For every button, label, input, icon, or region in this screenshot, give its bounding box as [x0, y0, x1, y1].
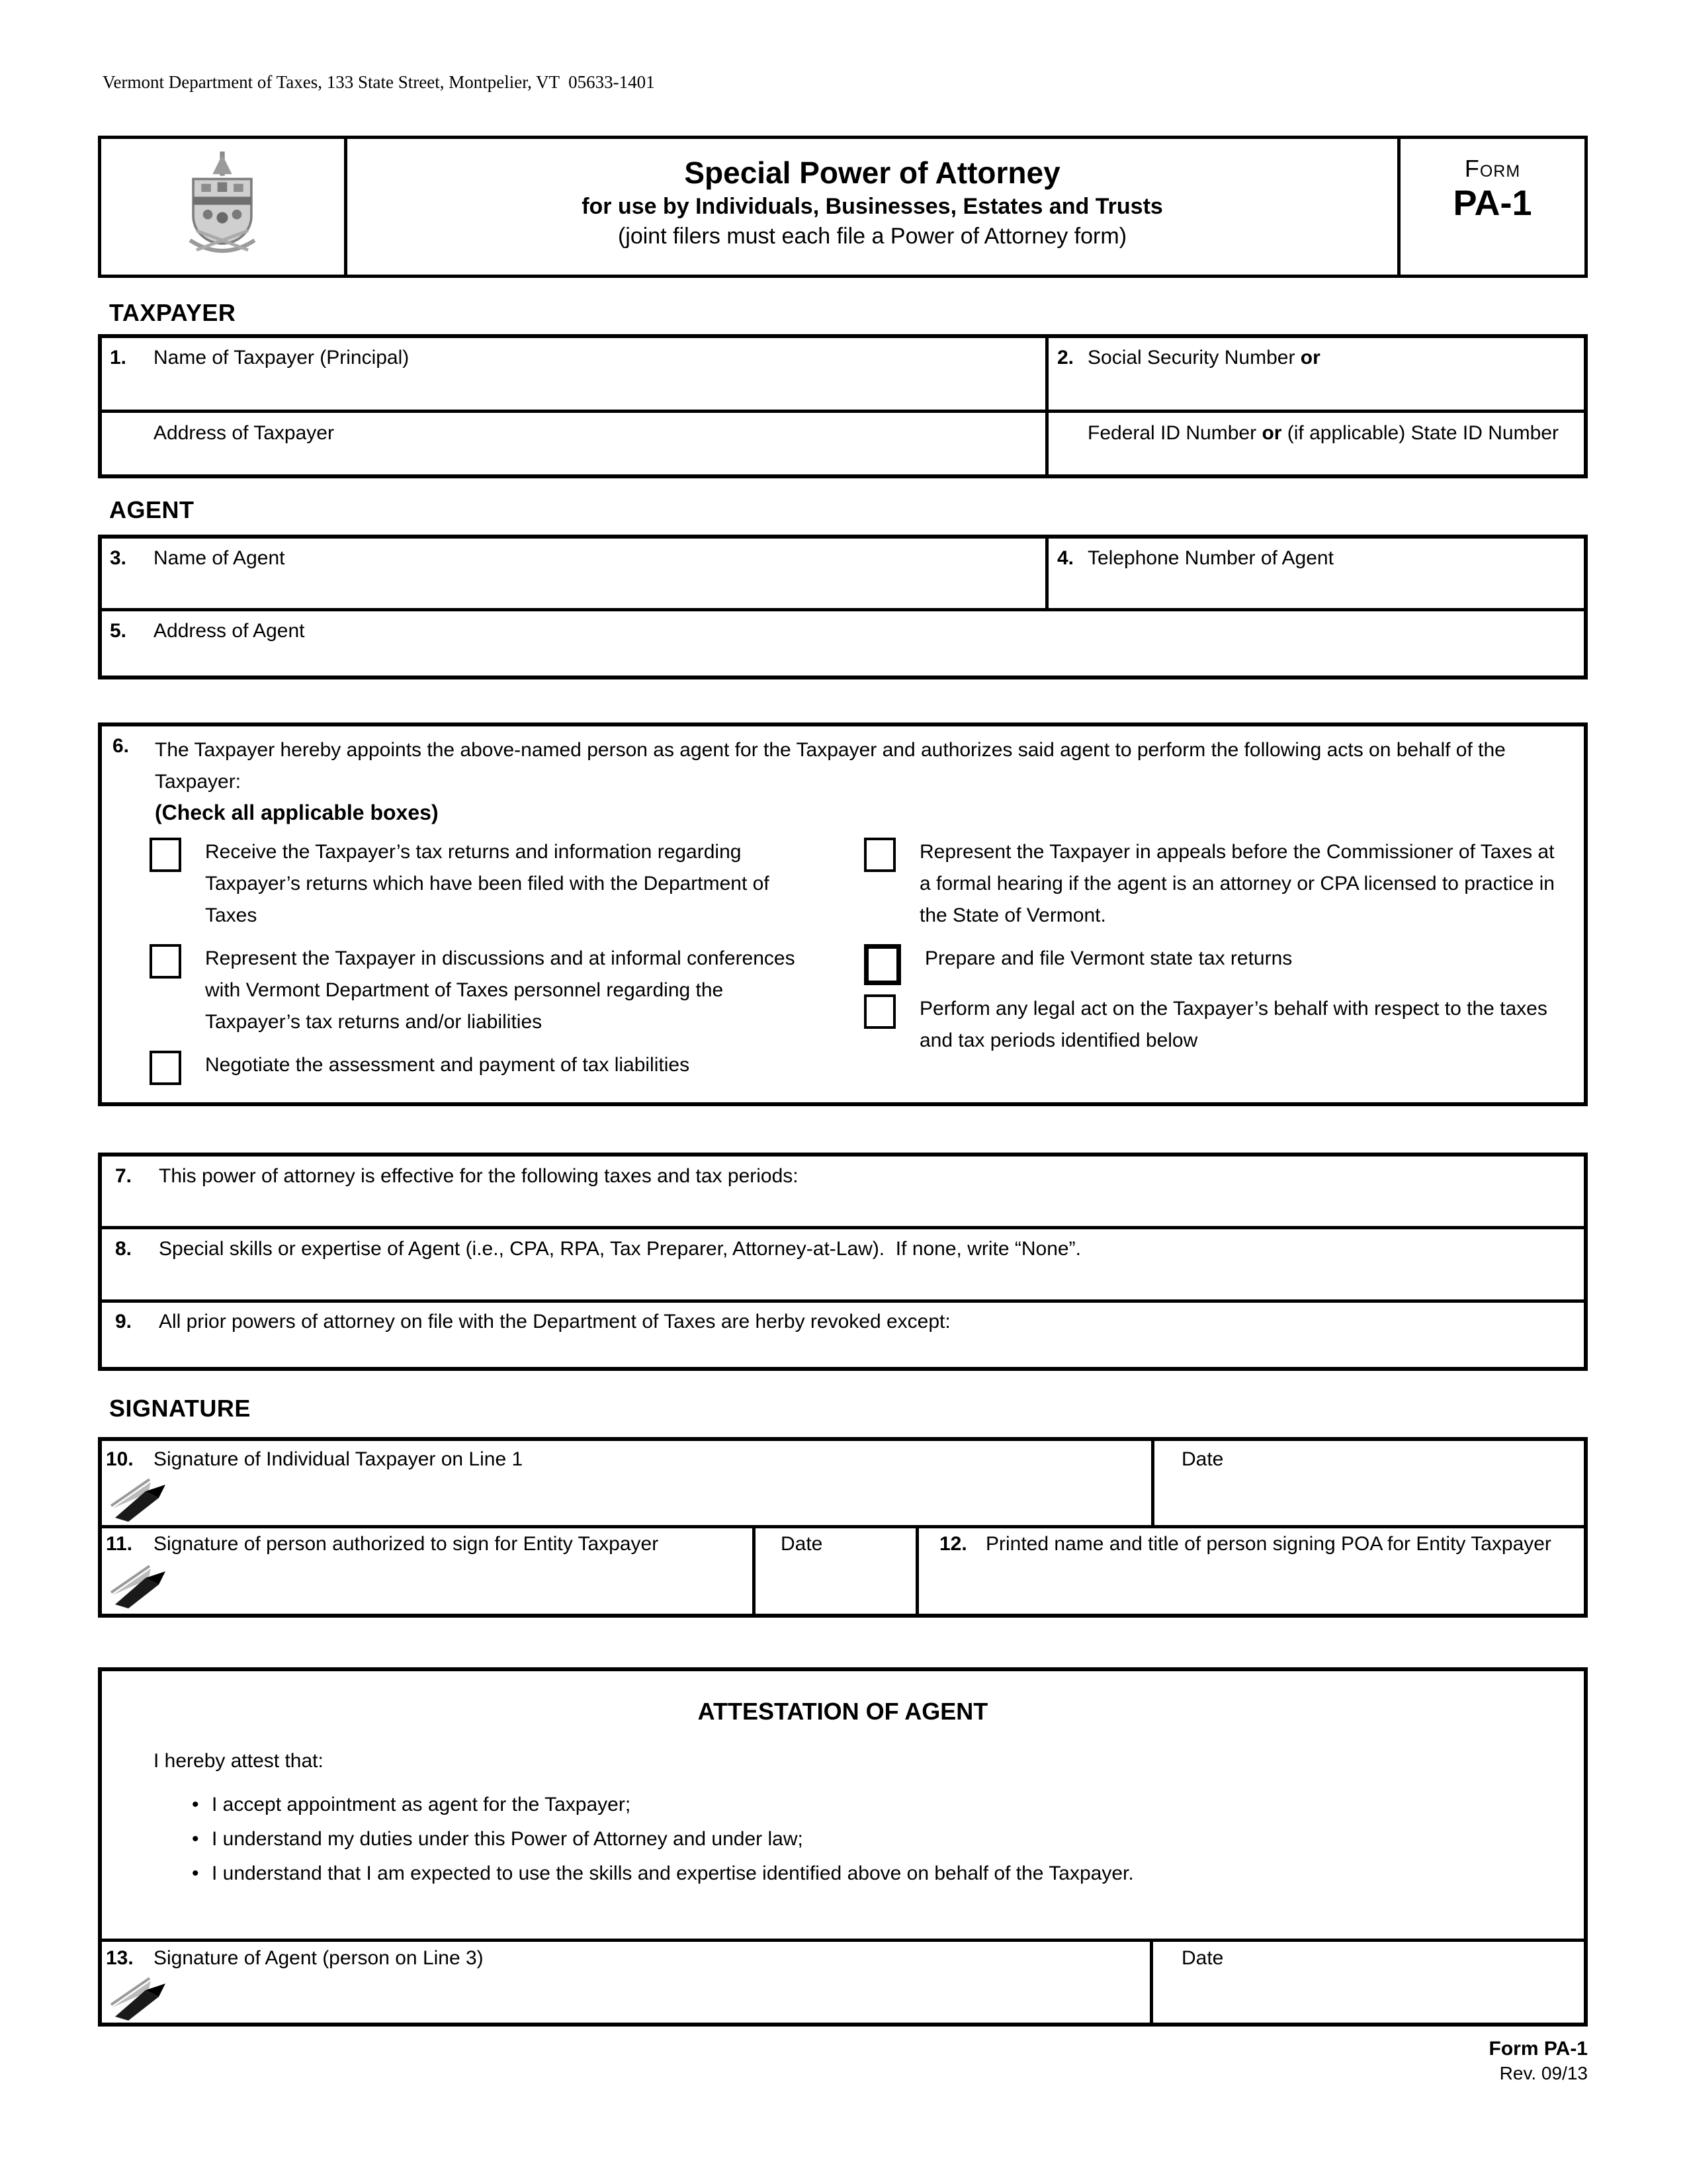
date-label-row13: Date	[1182, 1947, 1224, 1969]
special-skills-input[interactable]	[108, 1265, 1577, 1294]
revocation-exceptions-input[interactable]	[108, 1338, 1577, 1364]
date-row11-input[interactable]	[760, 1560, 909, 1612]
agent-phone-input[interactable]	[1055, 573, 1577, 605]
agent-col-divider	[1045, 539, 1049, 608]
pen-icon	[110, 1475, 173, 1523]
auth-item-label: Negotiate the assessment and payment of tax liabilities	[205, 1054, 690, 1076]
checkbox-perform-legal-act[interactable]	[864, 994, 896, 1029]
taxpayer-name-input[interactable]	[108, 372, 1035, 406]
field-10-label: Signature of Individual Taxpayer on Line 1	[153, 1448, 523, 1470]
date-label-row10: Date	[1182, 1448, 1224, 1470]
signature-row-divider	[102, 1525, 1584, 1528]
field-3-label: Name of Agent	[153, 547, 285, 569]
field-4-label: Telephone Number of Agent	[1088, 547, 1334, 569]
date-divider-row10	[1151, 1441, 1154, 1525]
bullet-icon: •	[192, 1794, 199, 1815]
auth-item-negotiate	[150, 1049, 818, 1085]
authorization-box	[98, 722, 1588, 1106]
date-label-row11: Date	[781, 1533, 823, 1555]
checkbox-represent-discussions[interactable]	[150, 944, 181, 979]
form-title-block	[347, 153, 1397, 251]
field-7-label: This power of attorney is effective for the following taxes and tax periods:	[159, 1165, 799, 1187]
check-all-instruction: (Check all applicable boxes)	[155, 801, 439, 824]
printed-name-title-input[interactable]	[926, 1560, 1577, 1612]
taxpayer-row-divider	[102, 410, 1584, 413]
auth-item-represent-appeals	[864, 836, 1565, 932]
checkbox-negotiate[interactable]	[150, 1051, 181, 1085]
taxpayer-section-heading: TAXPAYER	[109, 299, 236, 326]
field-5-label: Address of Agent	[153, 620, 305, 642]
taxpayer-address-label: Address of Taxpayer	[153, 422, 334, 444]
field-2-number: 2.	[1057, 347, 1074, 369]
auth-item-perform-legal-act	[864, 993, 1565, 1057]
auth-item-represent-discussions	[150, 943, 818, 1038]
footer-block	[1489, 2036, 1588, 2085]
field-11-label: Signature of person authorized to sign for Entity Taxpayer	[153, 1533, 659, 1555]
field-12-number: 12.	[939, 1533, 967, 1555]
form-number-label: PA-1	[1453, 183, 1532, 223]
signature-table	[98, 1437, 1588, 1618]
checkbox-receive-returns[interactable]	[150, 838, 181, 872]
date-row13-input[interactable]	[1159, 1972, 1576, 2020]
attestation-bullet: • I accept appointment as agent for the Taxpayer;	[192, 1788, 1134, 1822]
field-5-number: 5.	[110, 620, 127, 642]
department-address-line: Vermont Department of Taxes, 133 State Street, Montpelier, VT 05633-1401	[103, 72, 655, 92]
agent-row-divider	[102, 608, 1584, 611]
attestation-intro: I hereby attest that:	[153, 1750, 324, 1772]
auth-item-label: Perform any legal act on the Taxpayer’s behalf with respect to the taxes and tax periods identified below	[920, 998, 1547, 1051]
vermont-state-seal-icon	[182, 150, 263, 263]
field-1-label: Name of Taxpayer (Principal)	[153, 347, 410, 369]
auth-item-label: Represent the Taxpayer in appeals before the Commissioner of Taxes at a formal hearing if the agent is an attorney or CPA licensed to practice in the State of Vermont.	[920, 841, 1555, 926]
field-6-number: 6.	[112, 735, 130, 757]
pen-icon	[110, 1974, 173, 2022]
attestation-box	[98, 1667, 1588, 2027]
federal-id-label: Federal ID Number or (if applicable) State ID Number	[1088, 422, 1559, 444]
field-2-label: Social Security Number or	[1088, 347, 1320, 369]
taxpayer-table	[98, 334, 1588, 478]
auth-item-receive-returns	[150, 836, 818, 932]
field-12-label: Printed name and title of person signing POA for Entity Taxpayer	[986, 1533, 1551, 1555]
agent-signature-input[interactable]	[175, 1972, 1141, 2020]
auth-item-label: Represent the Taxpayer in discussions and at informal conferences with Vermont Department of Taxes personnel regarding the Taxpayer’s tax returns and/or liabilities	[205, 947, 795, 1033]
form-word-label: Form	[1464, 155, 1521, 182]
field-1-number: 1.	[110, 347, 127, 369]
authorization-intro: The Taxpayer hereby appoints the above-named person as agent for the Taxpayer and authorizes said agent to perform the following acts on behalf of the Taxpayer:	[155, 739, 1506, 793]
form-subtitle: for use by Individuals, Businesses, Estates and Trusts	[582, 194, 1163, 219]
attestation-bullet: • I understand my duties under this Power of Attorney and under law;	[192, 1822, 1134, 1856]
field-11-number: 11.	[106, 1533, 133, 1555]
authorization-left-column	[150, 836, 818, 1096]
auth-item-label: Prepare and file Vermont state tax returns	[925, 947, 1293, 969]
field-7-number: 7.	[115, 1165, 132, 1187]
row13-divider	[102, 1939, 1584, 1942]
pen-icon	[110, 1562, 173, 1610]
taxpayer-address-input[interactable]	[108, 447, 1035, 473]
federal-id-input[interactable]	[1055, 447, 1577, 473]
individual-taxpayer-signature-input[interactable]	[175, 1473, 1141, 1520]
date-divider-row13	[1150, 1939, 1153, 2023]
bullet-icon: •	[192, 1862, 199, 1884]
row-divider-8-9	[102, 1299, 1584, 1303]
form-title: Special Power of Attorney	[684, 155, 1060, 190]
agent-section-heading: AGENT	[109, 496, 195, 523]
date-row10-input[interactable]	[1160, 1473, 1577, 1520]
agent-name-input[interactable]	[108, 573, 1035, 605]
auth-item-label: Receive the Taxpayer’s tax returns and information regarding Taxpayer’s returns which have been filed with the Department of Taxes	[205, 841, 769, 926]
taxpayer-col-divider	[1045, 338, 1049, 474]
authorization-right-column	[864, 836, 1565, 1068]
field-3-number: 3.	[110, 547, 127, 569]
checkbox-prepare-file[interactable]	[864, 944, 901, 985]
agent-table	[98, 535, 1588, 679]
footer-revision-label: Rev. 09/13	[1499, 2063, 1588, 2083]
field-13-label: Signature of Agent (person on Line 3)	[153, 1947, 484, 1969]
attestation-title: ATTESTATION OF AGENT	[697, 1698, 988, 1725]
field-8-number: 8.	[115, 1238, 132, 1260]
attestation-bullet-list	[192, 1788, 1134, 1891]
footer-form-label: Form PA-1	[1489, 2038, 1588, 2060]
field-9-number: 9.	[115, 1311, 132, 1332]
field-4-number: 4.	[1057, 547, 1074, 569]
form-note: (joint filers must each file a Power of Attorney form)	[617, 224, 1127, 249]
printed-name-divider-row11	[916, 1525, 919, 1614]
date-divider-row11	[752, 1525, 756, 1614]
entity-signature-input[interactable]	[175, 1560, 744, 1612]
row-divider-7-8	[102, 1226, 1584, 1229]
periods-skills-revocation-table	[98, 1153, 1588, 1371]
checkbox-represent-appeals[interactable]	[864, 838, 896, 872]
signature-section-heading: SIGNATURE	[109, 1395, 251, 1422]
ssn-input[interactable]	[1055, 372, 1577, 406]
agent-address-input[interactable]	[108, 646, 1577, 677]
field-9-label: All prior powers of attorney on file with the Department of Taxes are herby revoked except:	[159, 1311, 951, 1332]
field-13-number: 13.	[106, 1947, 134, 1969]
auth-item-prepare-file	[864, 943, 1565, 985]
form-number-block	[1401, 155, 1584, 224]
attestation-bullet: • I understand that I am expected to use the skills and expertise identified above on behalf of the Taxpayer.	[192, 1856, 1134, 1891]
form-header-box	[98, 136, 1588, 278]
field-10-number: 10.	[106, 1448, 134, 1470]
tax-periods-input[interactable]	[108, 1192, 1577, 1221]
bullet-icon: •	[192, 1828, 199, 1850]
field-8-label: Special skills or expertise of Agent (i.e., CPA, RPA, Tax Preparer, Attorney-at-Law). If none, write “None”.	[159, 1238, 1081, 1260]
